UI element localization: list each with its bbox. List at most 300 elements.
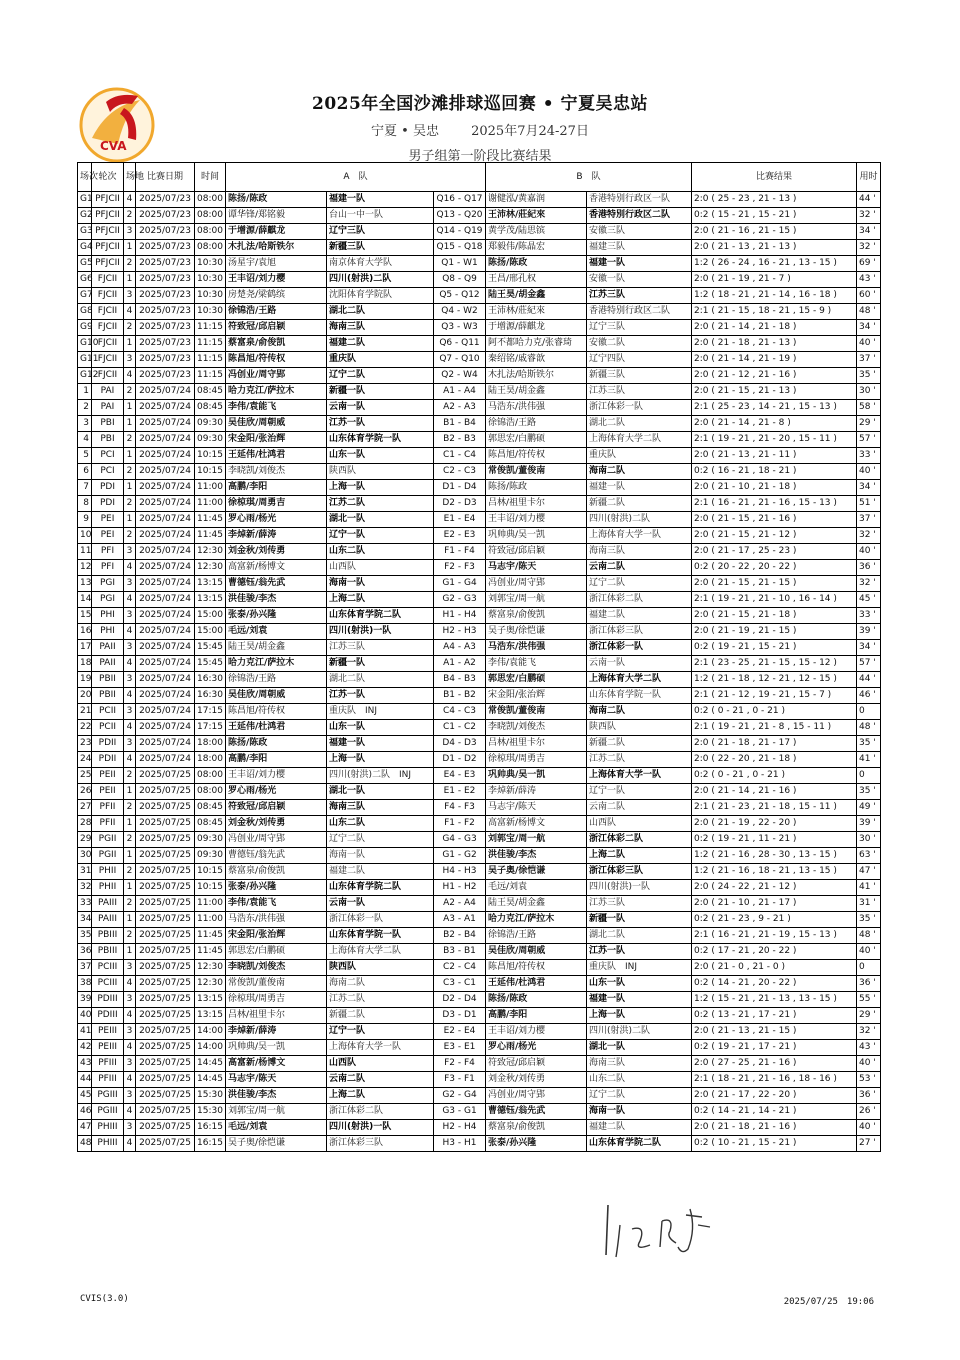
cell-a-team: 山西队 <box>327 1056 434 1072</box>
cell-no: 2 <box>78 400 92 416</box>
cell-a-team: 山东二队 <box>327 544 434 560</box>
cell-a-team: 上海体育大学一队 <box>327 1040 434 1056</box>
cell-no: G8 <box>78 304 92 320</box>
cell-a-players: 曹德钰/翁先武 <box>226 576 327 592</box>
cell-a-players: 马志宇/陈天 <box>226 1072 327 1088</box>
location: 宁夏 • 吴忠 <box>371 124 439 139</box>
cell-result: 2:0 ( 22 - 20 , 21 - 18 ) <box>692 752 857 768</box>
cell-b-team: 江苏三队 <box>587 288 692 304</box>
cell-court: 1 <box>124 848 136 864</box>
cell-a-team: 四川(射洪)二队 INJ <box>327 768 434 784</box>
cell-a-players: 毛远/刘袁 <box>226 624 327 640</box>
cell-round: PAI <box>92 400 124 416</box>
cell-a-players: 高富新/杨博文 <box>226 1056 327 1072</box>
cell-b-team: 四川(射洪)一队 <box>587 880 692 896</box>
cell-codes: Q3 - W3 <box>434 320 486 336</box>
cell-date: 2025/07/24 <box>136 416 195 432</box>
table-row <box>78 688 881 704</box>
cell-court: 2 <box>124 432 136 448</box>
cell-no: 32 <box>78 880 92 896</box>
table-row <box>78 656 881 672</box>
cell-a-team: 湖北一队 <box>327 512 434 528</box>
cell-date: 2025/07/25 <box>136 800 195 816</box>
cell-a-players: 于增源/薛麒龙 <box>226 224 327 240</box>
table-row <box>78 1024 881 1040</box>
cell-time: 11:45 <box>195 528 226 544</box>
cell-a-players: 王丰诏/刘力樱 <box>226 768 327 784</box>
cell-round: PFJCII <box>92 240 124 256</box>
cell-date: 2025/07/23 <box>136 192 195 208</box>
cell-codes: B4 - B3 <box>434 672 486 688</box>
cell-court: 2 <box>124 496 136 512</box>
cell-no: 14 <box>78 592 92 608</box>
col-no: 场次 <box>78 163 92 192</box>
cell-round: FJCII <box>92 288 124 304</box>
cell-codes: C1 - C2 <box>434 720 486 736</box>
cell-time: 10:30 <box>195 272 226 288</box>
cell-dur: 39 ' <box>857 816 881 832</box>
cell-round: PAIII <box>92 912 124 928</box>
cell-codes: G2 - G4 <box>434 1088 486 1104</box>
cell-round: PCIII <box>92 960 124 976</box>
cell-dur: 57 ' <box>857 432 881 448</box>
cell-date: 2025/07/24 <box>136 560 195 576</box>
cell-date: 2025/07/25 <box>136 880 195 896</box>
table-row <box>78 800 881 816</box>
cell-no: 22 <box>78 720 92 736</box>
cell-b-players: 于增源/薛麒龙 <box>486 320 587 336</box>
cell-codes: G1 - G2 <box>434 848 486 864</box>
cell-dur: 33 ' <box>857 608 881 624</box>
cell-a-team: 辽宁三队 <box>327 224 434 240</box>
cell-a-team: 山东一队 <box>327 720 434 736</box>
cell-no: 3 <box>78 416 92 432</box>
cell-b-players: 毛远/刘袁 <box>486 880 587 896</box>
cell-round: PHIII <box>92 1120 124 1136</box>
cell-b-team: 辽宁二队 <box>587 1088 692 1104</box>
cell-round: PDI <box>92 480 124 496</box>
cell-a-players: 曹德钰/翁先武 <box>226 848 327 864</box>
cell-b-team: 新疆三队 <box>587 368 692 384</box>
cell-dur: 35 ' <box>857 736 881 752</box>
cell-codes: F3 - F1 <box>434 1072 486 1088</box>
cell-a-team: 海南三队 <box>327 800 434 816</box>
cell-a-team: 江苏一队 <box>327 688 434 704</box>
cell-result: 2:0 ( 21 - 18 , 21 - 17 ) <box>692 736 857 752</box>
cell-result: 2:0 ( 21 - 15 , 21 - 15 ) <box>692 576 857 592</box>
cell-a-team: 山东体育学院二队 <box>327 880 434 896</box>
cell-codes: Q4 - W2 <box>434 304 486 320</box>
cell-dur: 32 ' <box>857 528 881 544</box>
cell-no: 21 <box>78 704 92 720</box>
cell-date: 2025/07/24 <box>136 704 195 720</box>
cell-round: PEI <box>92 528 124 544</box>
cell-result: 2:0 ( 27 - 25 , 21 - 16 ) <box>692 1056 857 1072</box>
table-row <box>78 416 881 432</box>
cell-a-team: 山东体育学院一队 <box>327 928 434 944</box>
cell-a-players: 哈力克江/萨拉木 <box>226 656 327 672</box>
cell-a-team: 云南一队 <box>327 896 434 912</box>
cell-a-players: 高鹏/李阳 <box>226 752 327 768</box>
cell-a-team: 浙江体彩二队 <box>327 1104 434 1120</box>
cell-a-team: 福建二队 <box>327 864 434 880</box>
cell-time: 11:15 <box>195 336 226 352</box>
cell-no: 5 <box>78 448 92 464</box>
cell-court: 1 <box>124 416 136 432</box>
cell-court: 3 <box>124 704 136 720</box>
cell-a-team: 新疆一队 <box>327 384 434 400</box>
cell-b-players: 王沛林/莊紀來 <box>486 304 587 320</box>
cell-dur: 30 ' <box>857 832 881 848</box>
cell-a-players: 吴佳欣/周朝威 <box>226 416 327 432</box>
cell-codes: E4 - E3 <box>434 768 486 784</box>
cell-court: 2 <box>124 320 136 336</box>
cell-a-team: 福建一队 <box>327 736 434 752</box>
cell-codes: C4 - C3 <box>434 704 486 720</box>
cell-result: 1:2 ( 18 - 21 , 21 - 14 , 16 - 18 ) <box>692 288 857 304</box>
cell-round: PAI <box>92 384 124 400</box>
cell-dur: 47 ' <box>857 864 881 880</box>
cell-b-players: 符致冠/邱启颖 <box>486 1056 587 1072</box>
cell-b-players: 徐锦浩/王路 <box>486 928 587 944</box>
cell-b-team: 上海体育大学一队 <box>587 768 692 784</box>
cell-codes: D1 - D4 <box>434 480 486 496</box>
cell-result: 2:0 ( 21 - 16 , 21 - 15 ) <box>692 224 857 240</box>
cell-round: PGI <box>92 576 124 592</box>
cell-no: 28 <box>78 816 92 832</box>
cell-a-players: 马浩东/洪伟强 <box>226 912 327 928</box>
cell-result: 2:0 ( 21 - 12 , 21 - 16 ) <box>692 368 857 384</box>
cell-a-team: 江苏二队 <box>327 992 434 1008</box>
cell-court: 4 <box>124 592 136 608</box>
cell-b-team: 云南一队 <box>587 656 692 672</box>
cell-date: 2025/07/24 <box>136 624 195 640</box>
cell-result: 2:1 ( 21 - 12 , 19 - 21 , 15 - 7 ) <box>692 688 857 704</box>
cell-court: 3 <box>124 1120 136 1136</box>
cell-a-players: 符致冠/邱启颖 <box>226 800 327 816</box>
cell-court: 2 <box>124 896 136 912</box>
cell-b-team: 山东体育学院二队 <box>587 1136 692 1152</box>
cell-a-players: 冯创业/周守郢 <box>226 832 327 848</box>
cell-result: 1:2 ( 15 - 21 , 21 - 13 , 13 - 15 ) <box>692 992 857 1008</box>
cell-codes: E3 - E1 <box>434 1040 486 1056</box>
cell-dur: 48 ' <box>857 720 881 736</box>
cell-no: 39 <box>78 992 92 1008</box>
cell-dur: 34 ' <box>857 480 881 496</box>
cell-round: PBI <box>92 432 124 448</box>
cell-b-players: 陈昌旭/符传权 <box>486 448 587 464</box>
cell-no: 46 <box>78 1104 92 1120</box>
cell-round: PHII <box>92 880 124 896</box>
cell-b-players: 陆王昊/胡金鑫 <box>486 384 587 400</box>
cell-a-players: 宋金阳/张治辉 <box>226 432 327 448</box>
cell-court: 3 <box>124 672 136 688</box>
cell-a-team: 辽宁二队 <box>327 368 434 384</box>
cell-a-team: 江苏一队 <box>327 416 434 432</box>
cell-date: 2025/07/25 <box>136 1072 195 1088</box>
cell-b-team: 上海二队 <box>587 848 692 864</box>
cell-court: 4 <box>124 624 136 640</box>
cell-b-players: 王丰诏/刘力樱 <box>486 1024 587 1040</box>
cell-court: 1 <box>124 512 136 528</box>
cell-no: 11 <box>78 544 92 560</box>
table-row <box>78 208 881 224</box>
cell-date: 2025/07/25 <box>136 1088 195 1104</box>
cell-no: 33 <box>78 896 92 912</box>
cell-codes: A2 - A3 <box>434 400 486 416</box>
cell-b-team: 重庆队 <box>587 448 692 464</box>
cell-time: 14:00 <box>195 1040 226 1056</box>
cell-date: 2025/07/24 <box>136 672 195 688</box>
cell-date: 2025/07/23 <box>136 304 195 320</box>
cell-round: FJCII <box>92 352 124 368</box>
cell-a-players: 吕林/祖里卡尔 <box>226 1008 327 1024</box>
cell-court: 4 <box>124 1136 136 1152</box>
cell-result: 2:0 ( 21 - 14 , 21 - 18 ) <box>692 320 857 336</box>
cell-codes: A4 - A3 <box>434 640 486 656</box>
cell-time: 11:00 <box>195 896 226 912</box>
cell-round: PGII <box>92 848 124 864</box>
cell-no: 1 <box>78 384 92 400</box>
cell-round: PEII <box>92 784 124 800</box>
table-row <box>78 1072 881 1088</box>
cell-codes: Q1 - W1 <box>434 256 486 272</box>
cell-time: 17:15 <box>195 720 226 736</box>
cell-round: FJCII <box>92 304 124 320</box>
cell-codes: E1 - E2 <box>434 784 486 800</box>
cell-a-team: 山东二队 <box>327 816 434 832</box>
cell-court: 1 <box>124 912 136 928</box>
cell-b-players: 陆王昊/胡金鑫 <box>486 288 587 304</box>
table-row <box>78 1120 881 1136</box>
cell-round: PFIII <box>92 1072 124 1088</box>
table-row <box>78 864 881 880</box>
cell-time: 15:00 <box>195 608 226 624</box>
cell-b-team: 江苏一队 <box>587 944 692 960</box>
cell-codes: A2 - A4 <box>434 896 486 912</box>
cell-no: G2 <box>78 208 92 224</box>
table-row <box>78 736 881 752</box>
cell-date: 2025/07/25 <box>136 848 195 864</box>
cell-result: 2:0 ( 21 - 18 , 21 - 13 ) <box>692 336 857 352</box>
cell-result: 2:0 ( 21 - 13 , 21 - 11 ) <box>692 448 857 464</box>
cell-no: 35 <box>78 928 92 944</box>
cell-b-team: 海南二队 <box>587 704 692 720</box>
cell-a-team: 江苏二队 <box>327 496 434 512</box>
cell-date: 2025/07/23 <box>136 272 195 288</box>
cell-dur: 0 <box>857 960 881 976</box>
cell-date: 2025/07/24 <box>136 448 195 464</box>
cell-dur: 37 ' <box>857 352 881 368</box>
cell-no: G9 <box>78 320 92 336</box>
cell-b-players: 王沛林/莊紀來 <box>486 208 587 224</box>
cell-b-players: 宋金阳/张治辉 <box>486 688 587 704</box>
cell-dur: 32 ' <box>857 208 881 224</box>
table-row <box>78 1088 881 1104</box>
cell-no: G5 <box>78 256 92 272</box>
footer-version: CVIS(3.0) <box>80 1294 129 1304</box>
cell-date: 2025/07/25 <box>136 1024 195 1040</box>
table-row <box>78 960 881 976</box>
cell-no: G6 <box>78 272 92 288</box>
cell-a-players: 冯创业/周守郢 <box>226 368 327 384</box>
cell-codes: F1 - F4 <box>434 544 486 560</box>
cell-court: 3 <box>124 960 136 976</box>
cell-date: 2025/07/24 <box>136 752 195 768</box>
cell-dur: 26 ' <box>857 1104 881 1120</box>
cell-codes: E2 - E3 <box>434 528 486 544</box>
cell-dur: 69 ' <box>857 256 881 272</box>
cell-b-team: 上海一队 <box>587 1008 692 1024</box>
cell-date: 2025/07/24 <box>136 720 195 736</box>
cell-codes: D2 - D4 <box>434 992 486 1008</box>
cell-b-team: 山东一队 <box>587 976 692 992</box>
cell-court: 2 <box>124 208 136 224</box>
cell-round: PHIII <box>92 1136 124 1152</box>
cell-time: 13:15 <box>195 592 226 608</box>
cell-b-players: 吴子奥/徐恺谦 <box>486 624 587 640</box>
col-court: 场地 <box>124 163 136 192</box>
cell-codes: D4 - D3 <box>434 736 486 752</box>
cell-court: 3 <box>124 992 136 1008</box>
cell-time: 14:00 <box>195 1024 226 1040</box>
cell-b-players: 木扎法/哈斯铁尔 <box>486 368 587 384</box>
footer-printed-time: 2025/07/25 19:06 <box>783 1297 874 1307</box>
cell-court: 2 <box>124 864 136 880</box>
cell-court: 2 <box>124 768 136 784</box>
cell-a-players: 洪佳骏/李杰 <box>226 592 327 608</box>
cell-b-players: 王延伟/杜鸿君 <box>486 976 587 992</box>
cell-a-players: 王延伟/杜鸿君 <box>226 448 327 464</box>
table-row <box>78 336 881 352</box>
cell-date: 2025/07/25 <box>136 896 195 912</box>
cell-round: FJCII <box>92 320 124 336</box>
cell-a-team: 江苏三队 <box>327 640 434 656</box>
table-row <box>78 400 881 416</box>
col-date: 比赛日期 <box>136 163 195 192</box>
cell-a-players: 陆王昊/胡金鑫 <box>226 640 327 656</box>
cell-b-players: 洪佳骏/李杰 <box>486 848 587 864</box>
cell-court: 2 <box>124 384 136 400</box>
cell-b-players: 刘金秋/刘传勇 <box>486 1072 587 1088</box>
cell-date: 2025/07/24 <box>136 640 195 656</box>
cell-a-players: 陈昌旭/符传权 <box>226 352 327 368</box>
cell-result: 2:0 ( 21 - 14 , 21 - 8 ) <box>692 416 857 432</box>
cell-court: 4 <box>124 976 136 992</box>
cell-round: PAII <box>92 656 124 672</box>
cell-b-team: 新疆二队 <box>587 496 692 512</box>
cell-no: 36 <box>78 944 92 960</box>
cell-court: 3 <box>124 1088 136 1104</box>
cell-date: 2025/07/25 <box>136 976 195 992</box>
cell-b-team: 福建二队 <box>587 608 692 624</box>
cell-b-players: 李晓凯/刘俊杰 <box>486 720 587 736</box>
cell-result: 0:2 ( 19 - 21 , 15 - 21 ) <box>692 640 857 656</box>
cell-round: PHI <box>92 608 124 624</box>
cell-codes: G1 - G4 <box>434 576 486 592</box>
col-team-b: B 队 <box>486 163 692 192</box>
page-subtitle <box>0 120 960 139</box>
cell-dur: 46 ' <box>857 688 881 704</box>
cell-round: PGIII <box>92 1088 124 1104</box>
cell-court: 1 <box>124 448 136 464</box>
table-row <box>78 704 881 720</box>
cell-a-team: 上海一队 <box>327 480 434 496</box>
cell-court: 1 <box>124 784 136 800</box>
table-row <box>78 224 881 240</box>
cell-no: 13 <box>78 576 92 592</box>
cell-b-team: 四川(射洪)二队 <box>587 1024 692 1040</box>
cell-a-players: 陈昌旭/符传权 <box>226 704 327 720</box>
results-table <box>77 162 881 1152</box>
cell-a-players: 常俊凯/董俊南 <box>226 976 327 992</box>
cell-time: 08:00 <box>195 224 226 240</box>
table-row <box>78 928 881 944</box>
table-row <box>78 1056 881 1072</box>
cell-court: 3 <box>124 352 136 368</box>
cell-date: 2025/07/23 <box>136 320 195 336</box>
cell-round: FJCII <box>92 336 124 352</box>
cell-date: 2025/07/24 <box>136 384 195 400</box>
cell-a-players: 吴佳欣/周朝威 <box>226 688 327 704</box>
cell-codes: Q6 - Q11 <box>434 336 486 352</box>
table-row <box>78 592 881 608</box>
cell-court: 1 <box>124 272 136 288</box>
cell-time: 08:00 <box>195 768 226 784</box>
cell-dur: 57 ' <box>857 656 881 672</box>
cell-time: 10:30 <box>195 304 226 320</box>
table-row <box>78 304 881 320</box>
cell-b-players: 郭思宏/白鹏硕 <box>486 432 587 448</box>
cell-no: G11 <box>78 352 92 368</box>
cell-b-players: 马志宇/陈天 <box>486 560 587 576</box>
cell-time: 18:00 <box>195 752 226 768</box>
cell-date: 2025/07/24 <box>136 736 195 752</box>
cell-a-team: 四川(射洪)一队 <box>327 624 434 640</box>
cell-b-players: 陈扬/陈政 <box>486 992 587 1008</box>
cell-round: PFIII <box>92 1056 124 1072</box>
cell-b-players: 郑毅伟/陈晶宏 <box>486 240 587 256</box>
cell-time: 10:15 <box>195 464 226 480</box>
cell-court: 2 <box>124 800 136 816</box>
cell-no: 15 <box>78 608 92 624</box>
cell-time: 11:15 <box>195 368 226 384</box>
table-row <box>78 608 881 624</box>
cell-b-players: 谢健泓/黄嘉润 <box>486 192 587 208</box>
table-row <box>78 976 881 992</box>
table-row <box>78 880 881 896</box>
table-row <box>78 1104 881 1120</box>
cell-b-team: 福建三队 <box>587 240 692 256</box>
cell-court: 4 <box>124 368 136 384</box>
cell-result: 0:2 ( 0 - 21 , 0 - 21 ) <box>692 768 857 784</box>
cell-date: 2025/07/23 <box>136 288 195 304</box>
cell-dur: 39 ' <box>857 624 881 640</box>
cell-result: 2:0 ( 21 - 15 , 21 - 13 ) <box>692 384 857 400</box>
cell-result: 2:1 ( 21 - 15 , 18 - 21 , 15 - 9 ) <box>692 304 857 320</box>
cell-round: PGII <box>92 832 124 848</box>
cell-a-players: 洪佳骏/李杰 <box>226 1088 327 1104</box>
cell-time: 11:15 <box>195 352 226 368</box>
cell-no: G10 <box>78 336 92 352</box>
cell-no: 42 <box>78 1040 92 1056</box>
cell-a-players: 刘金秋/刘传勇 <box>226 816 327 832</box>
cell-no: 12 <box>78 560 92 576</box>
table-row <box>78 368 881 384</box>
cell-result: 2:0 ( 21 - 19 , 22 - 20 ) <box>692 816 857 832</box>
cell-court: 1 <box>124 944 136 960</box>
cell-court: 4 <box>124 688 136 704</box>
